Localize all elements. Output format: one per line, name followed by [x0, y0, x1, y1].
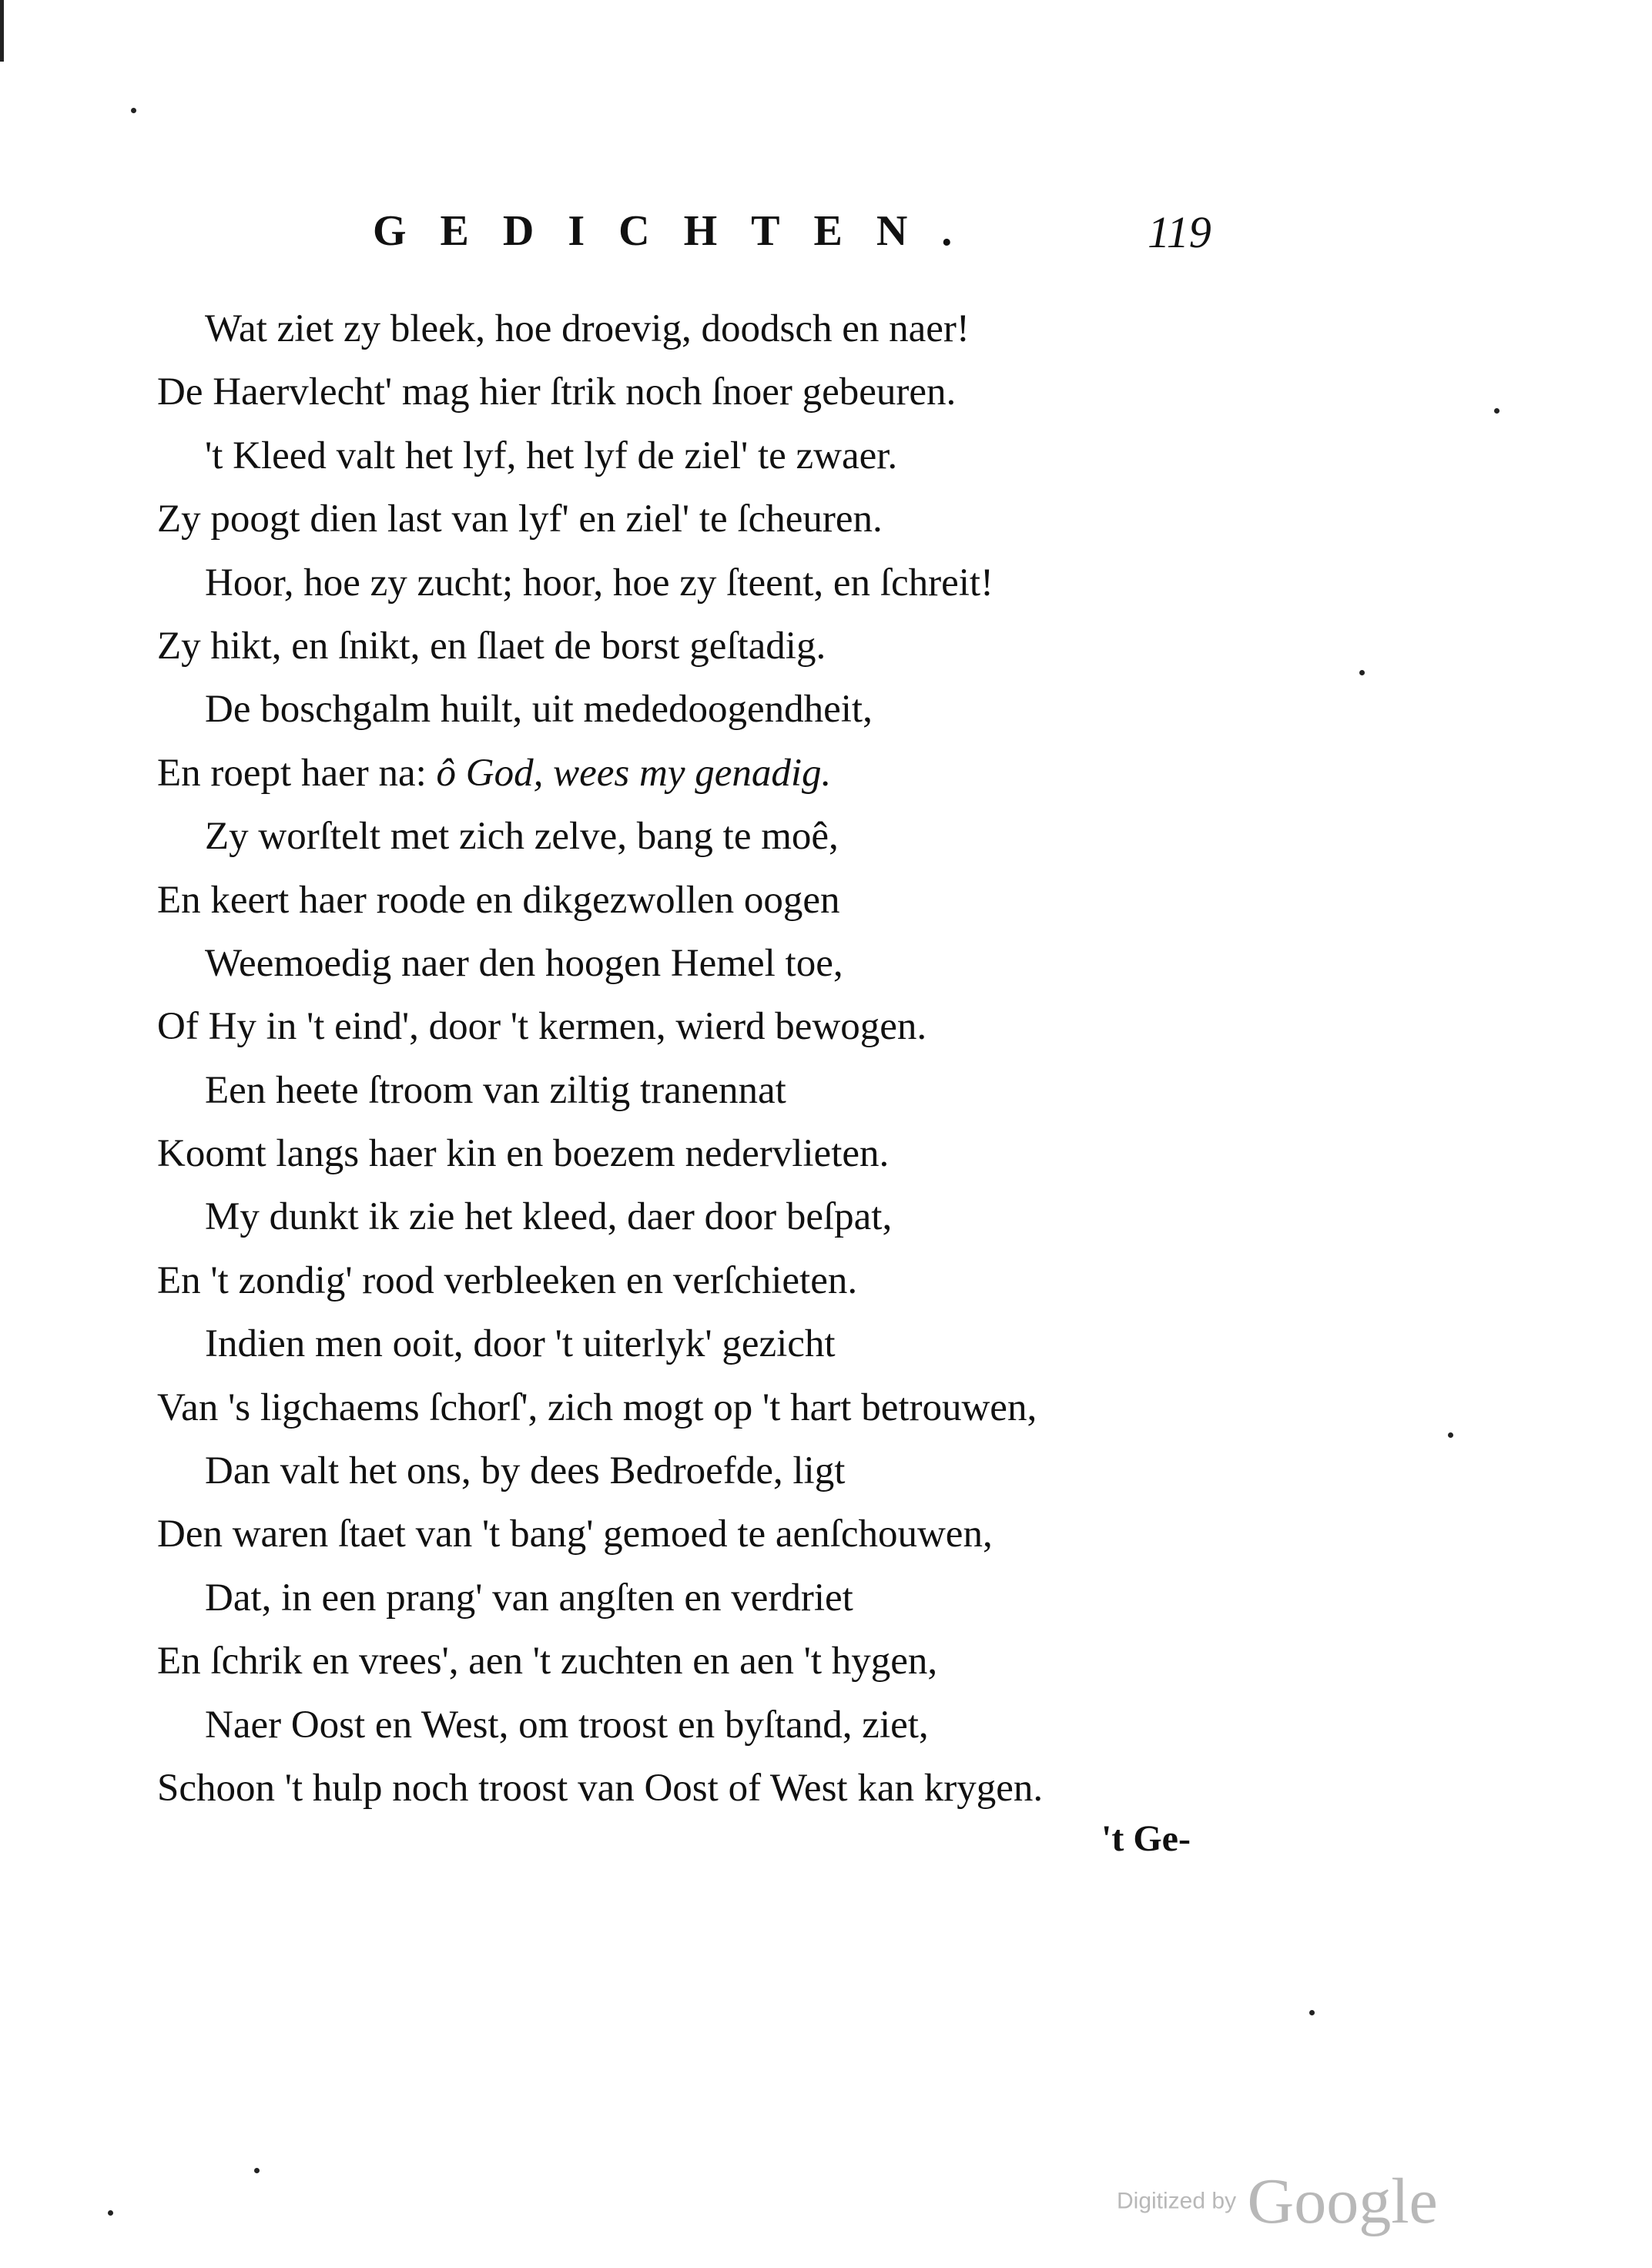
poem-line — [157, 805, 1282, 868]
page-edge — [0, 0, 4, 62]
digitized-by-google-watermark — [1117, 2164, 1438, 2239]
poem-line — [157, 869, 1282, 932]
watermark-prefix: Digitized by — [1117, 2188, 1237, 2214]
poem-line — [157, 1185, 1282, 1248]
page-number: 119 — [1148, 207, 1211, 257]
poem-line — [157, 1376, 1282, 1439]
poem-line — [157, 678, 1282, 741]
poem-body — [157, 297, 1282, 1820]
scan-speck — [1359, 670, 1365, 675]
poem-line-text: En roept haer na: — [157, 751, 427, 795]
scan-speck — [131, 108, 136, 113]
poem-line-text: Een heete ſtroom van ziltig tranennat — [205, 1068, 786, 1112]
google-logo: Google — [1247, 2166, 1438, 2237]
poem-line — [157, 487, 1282, 551]
running-head: GEDICHTEN. — [373, 207, 987, 255]
poem-line-text: Hoor, hoe zy zucht; hoor, hoe zy ſteent, en ſchreit! — [205, 561, 994, 605]
poem-line — [157, 1566, 1282, 1630]
poem-line — [157, 995, 1282, 1058]
poem-line — [157, 1439, 1282, 1503]
poem-line-text: En 't zondig' rood verbleeken en verſchieten. — [157, 1258, 858, 1302]
poem-line-text: Wat ziet zy bleek, hoe droevig, doodsch en naer! — [205, 307, 970, 350]
poem-line — [157, 360, 1282, 424]
poem-line-text: My dunkt ik zie het kleed, daer door beſpat, — [205, 1195, 893, 1239]
poem-line — [157, 1312, 1282, 1375]
poem-line — [157, 551, 1282, 615]
poem-line-text: Van 's ligchaems ſchorſ', zich mogt op 't hart betrouwen, — [157, 1385, 1037, 1429]
poem-line-text: Dat, in een prang' van angſten en verdriet — [205, 1576, 853, 1620]
poem-line-text: Dan valt het ons, by dees Bedroefde, ligt — [205, 1449, 846, 1493]
poem-line-text: De Haervlecht' mag hier ſtrik noch ſnoer gebeuren. — [157, 370, 957, 414]
poem-line-text: Naer Oost en West, om troost en byſtand, ziet, — [205, 1703, 929, 1747]
scan-speck — [1309, 2010, 1315, 2015]
scan-speck — [1448, 1432, 1453, 1438]
poem-line-text: 't Kleed valt het lyf, het lyf de ziel' te zwaer. — [205, 434, 898, 477]
scan-speck — [254, 2168, 260, 2173]
poem-line — [157, 1630, 1282, 1693]
poem-line-text: Zy worſtelt met zich zelve, bang te moê, — [205, 815, 839, 859]
poem-line — [157, 1693, 1282, 1757]
poem-line-text: Schoon 't hulp noch troost van Oost of West kan krygen. — [157, 1766, 1044, 1810]
poem-line — [157, 1122, 1282, 1185]
poem-line-text: Zy hikt, en ſnikt, en ſlaet de borst geſtadig. — [157, 624, 826, 668]
poem-line — [157, 1503, 1282, 1566]
poem-line — [157, 1757, 1282, 1820]
poem-line — [157, 1249, 1282, 1312]
poem-line-text: En keert haer roode en dikgezwollen oogen — [157, 878, 840, 922]
scan-speck — [1494, 408, 1500, 414]
poem-line-text: Of Hy in 't eind', door 't kermen, wierd bewogen. — [157, 1005, 927, 1049]
poem-line-text: Indien men ooit, door 't uiterlyk' gezicht — [205, 1322, 836, 1366]
poem-line — [157, 932, 1282, 995]
poem-line-italic-text: ô God, wees my genadig. — [436, 751, 832, 795]
poem-line-text: En ſchrik en vrees', aen 't zuchten en aen 't hygen, — [157, 1640, 938, 1683]
poem-line — [157, 742, 1282, 805]
poem-line — [157, 1059, 1282, 1122]
poem-line-text: Den waren ſtaet van 't bang' gemoed te aenſchouwen, — [157, 1513, 993, 1556]
poem-line — [157, 615, 1282, 678]
poem-line — [157, 297, 1282, 360]
poem-line-text: Koomt langs haer kin en boezem nedervlieten. — [157, 1132, 890, 1176]
poem-line-text: Zy poogt dien last van lyf' en ziel' te ſcheuren. — [157, 497, 883, 541]
scan-speck — [108, 2210, 113, 2216]
catchword: 't Ge- — [1101, 1818, 1191, 1859]
poem-line-text: De boschgalm huilt, uit mededoogendheit, — [205, 688, 873, 732]
poem-line — [157, 424, 1282, 487]
poem-line-text: Weemoedig naer den hoogen Hemel toe, — [205, 941, 843, 985]
page-header — [0, 206, 1652, 276]
